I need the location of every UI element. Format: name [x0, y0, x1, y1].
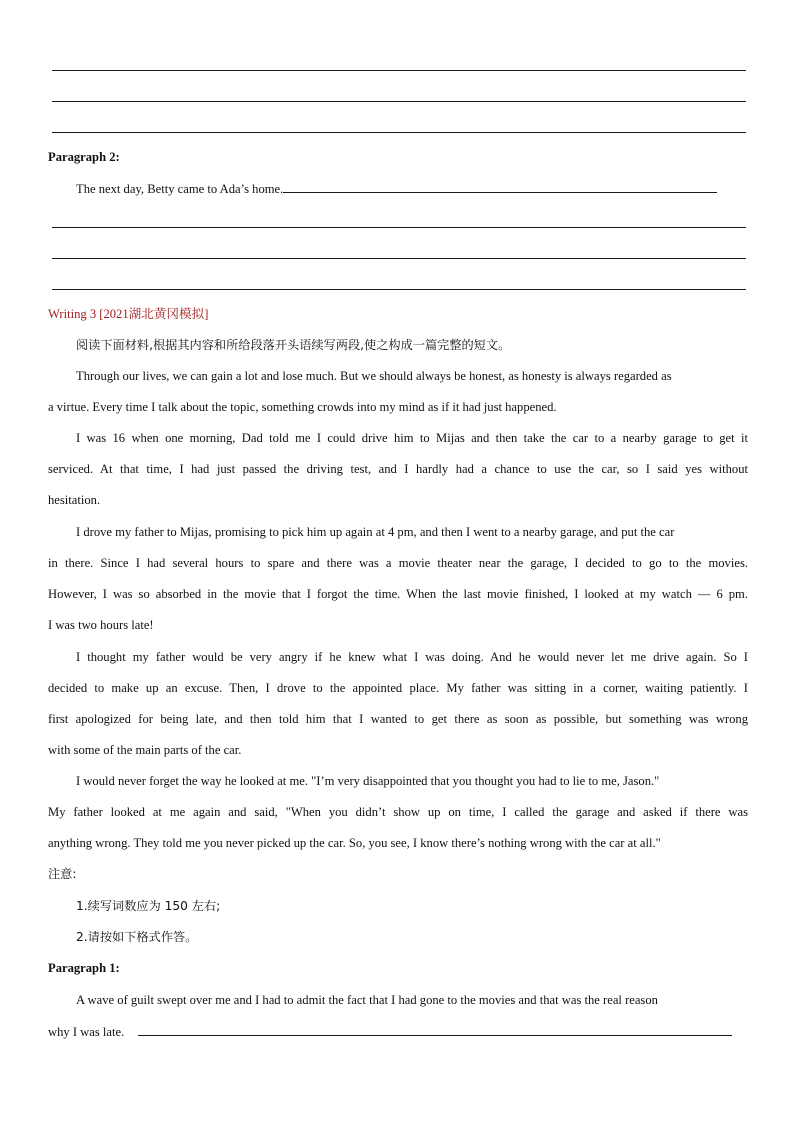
paragraph2-starter-row: [76, 180, 748, 197]
answer-line[interactable]: [52, 101, 746, 102]
paragraph1-starter-end: why I was late.: [48, 1025, 125, 1039]
answer-line[interactable]: [138, 1023, 732, 1036]
answer-line[interactable]: [52, 258, 746, 259]
passage-line: serviced. At that time, I had just passed the driving test, and I hardly had a chance to use the car, so I said yes without: [48, 462, 748, 476]
passage-line: I would never forget the way he looked at me. "I’m very disappointed that you thought you had to lie to me, Jason.": [76, 774, 660, 788]
writing3-title: Writing 3 [2021湖北黄冈模拟]: [48, 307, 209, 321]
passage-line: hesitation.: [48, 493, 101, 507]
writing3-instruction: 阅读下面材料,根据其内容和所给段落开头语续写两段,使之构成一篇完整的短文。: [76, 338, 511, 352]
paragraph2-heading: Paragraph 2:: [48, 150, 120, 164]
note-heading: 注意:: [48, 867, 77, 881]
passage-line: in there. Since I had several hours to spare and there was a movie theater near the garage, I decided to go to the movies.: [48, 556, 748, 570]
passage-line: My father looked at me again and said, "When you didn’t show up on time, I called the garage and asked if there was: [48, 805, 748, 819]
passage-line: However, I was so absorbed in the movie that I forgot the time. When the last movie finished, I looked at my watch — 6 pm.: [48, 587, 748, 601]
passage-line: I thought my father would be very angry if he knew what I was doing. And he would never let me drive again. So I: [76, 650, 748, 664]
passage-line: Through our lives, we can gain a lot and lose much. But we should always be honest, as honesty is always regarded as: [76, 369, 672, 383]
answer-line[interactable]: [52, 227, 746, 228]
paragraph1-starter-row: [48, 1023, 748, 1040]
answer-line[interactable]: [283, 180, 717, 193]
passage-line: with some of the main parts of the car.: [48, 743, 242, 757]
passage-line: a virtue. Every time I talk about the topic, something crowds into my mind as if it had just happened.: [48, 400, 557, 414]
passage-line: I was 16 when one morning, Dad told me I could drive him to Mijas and then take the car to a nearby garage to get it: [76, 431, 748, 445]
paragraph2-starter: The next day, Betty came to Ada’s home.: [76, 182, 284, 196]
passage-line: first apologized for being late, and then told him that I wanted to get there as soon as possible, but something was wrong: [48, 712, 748, 726]
passage-line: anything wrong. They told me you never picked up the car. So, you see, I know there’s nothing wrong with the car at all.": [48, 836, 661, 850]
answer-line[interactable]: [52, 70, 746, 71]
note-item: 1.续写词数应为 150 左右;: [76, 899, 221, 913]
paragraph1-starter: A wave of guilt swept over me and I had to admit the fact that I had gone to the movies and that was the real reason: [76, 993, 658, 1007]
paragraph1-heading: Paragraph 1:: [48, 961, 120, 975]
note-item: 2.请按如下格式作答。: [76, 930, 198, 944]
passage-line: I drove my father to Mijas, promising to pick him up again at 4 pm, and then I went to a nearby garage, and put the car: [76, 525, 675, 539]
answer-line[interactable]: [52, 132, 746, 133]
passage-line: I was two hours late!: [48, 618, 154, 632]
passage-line: decided to make up an excuse. Then, I drove to the appointed place. My father was sitting in a corner, waiting patiently. I: [48, 681, 748, 695]
answer-line[interactable]: [52, 289, 746, 290]
